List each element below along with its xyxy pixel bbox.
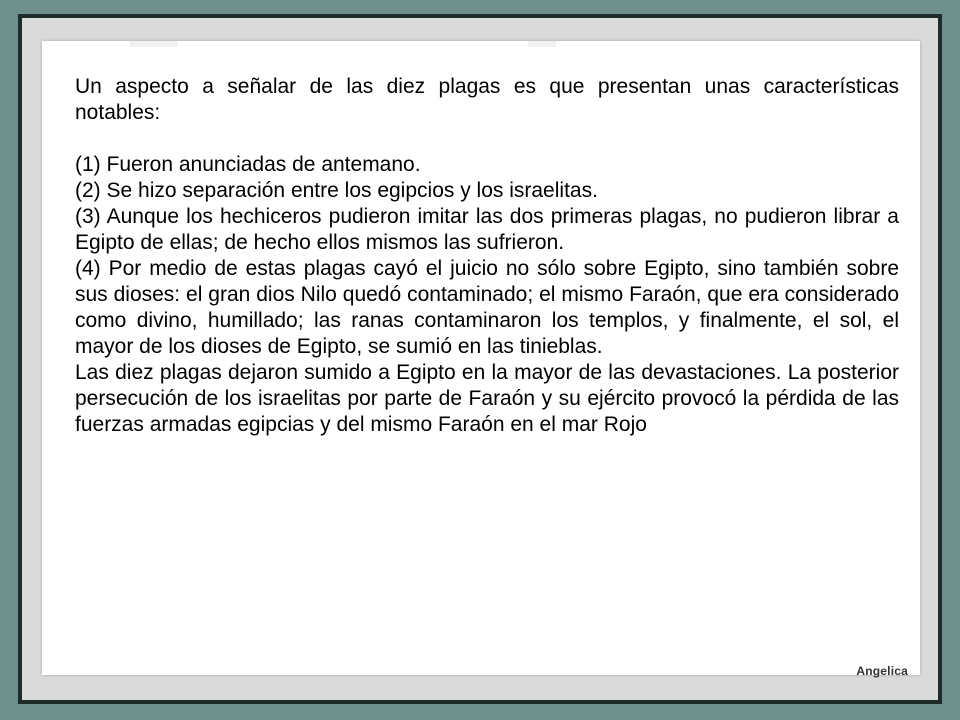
slide-text-block [75,74,899,438]
point-3: (3) Aunque los hechiceros pudieron imitar las dos primeras plagas, no pudieron librar a Egipto de ellas; de hecho ellos mismos las sufrieron. [75,205,899,254]
intro-paragraph: Un aspecto a señalar de las diez plagas es que presentan unas características notables: [75,75,899,124]
slide-page [42,41,920,675]
closing-paragraph: Las diez plagas dejaron sumido a Egipto en la mayor de las devastaciones. La posterior persecución de los israelitas por parte de Faraón y su ejército provocó la pérdida de las fuerzas armadas egipcias y del mismo Faraón en el mar Rojo [75,361,899,436]
top-fade-mark [528,41,556,47]
point-2: (2) Se hizo separación entre los egipcios y los israelitas. [75,179,598,202]
slide-frame [18,14,942,704]
author-signature: Angelica [856,664,908,678]
point-4: (4) Por medio de estas plagas cayó el juicio no sólo sobre Egipto, sino también sobre sus dioses: el gran dios Nilo quedó contaminado; el mismo Faraón, que era considerado como divino, humillado; las ranas contaminaron los templos, y finalmente, el sol, el mayor de los dioses de Egipto, se sumió en las tinieblas. [75,257,899,358]
point-1: (1) Fueron anunciadas de antemano. [75,153,421,176]
top-fade-mark [130,41,178,47]
